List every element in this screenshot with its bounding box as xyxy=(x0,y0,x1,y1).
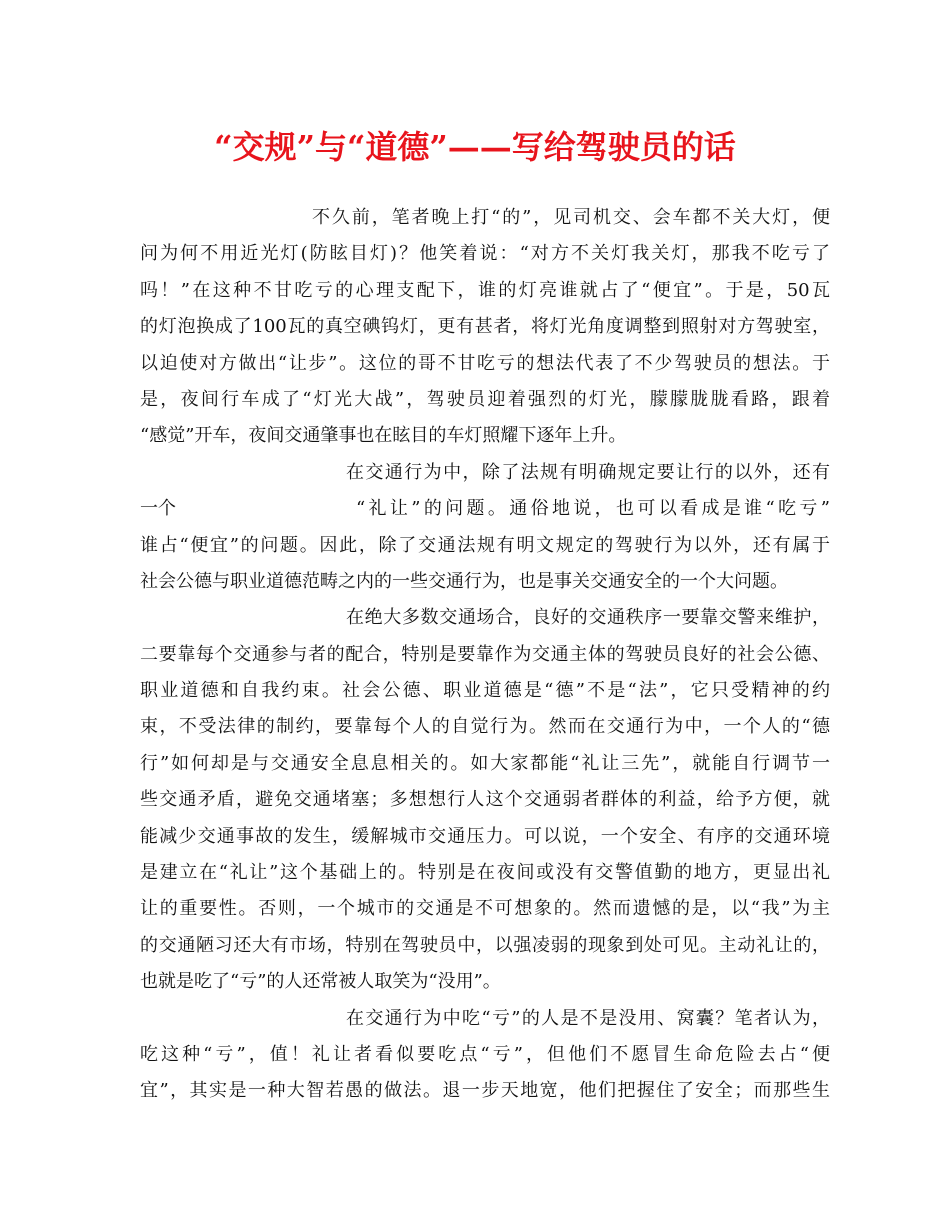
paragraph-line: 不久前，笔者晚上打“的”，见司机交、会车都不关大灯，便 xyxy=(312,207,830,228)
paragraph-line: 问为何不用近光灯(防眩目灯)？他笑着说：“对方不关灯我关灯，那我不吃亏了 xyxy=(140,243,830,265)
paragraph-line: 是，夜间行车成了“灯光大战”，驾驶员迎着强烈的灯光，朦朦胧胧看路，跟着 xyxy=(140,388,830,410)
paragraph-line: 吗！”在这种不甘吃亏的心理支配下，谁的灯亮谁就占了“便宜”。于是，50瓦 xyxy=(140,279,830,301)
paragraph-line: 吃这种“亏”，值！礼让者看似要吃点“亏”，但他们不愿冒生命危险去占“便 xyxy=(140,1043,830,1065)
paragraph-line: “感觉”开车，夜间交通肇事也在眩目的车灯照耀下逐年上升。 xyxy=(140,425,627,447)
paragraph-line: 社会公德与职业道德范畴之内的一些交通行为，也是事关交通安全的一个大问题。 xyxy=(140,570,788,592)
paragraph-line: 是建立在“礼让”这个基础上的。特别是在夜间或没有交警值勤的地方，更显出礼 xyxy=(140,862,830,884)
paragraph-line: 宜”，其实是一种大智若愚的做法。退一步天地宽，他们把握住了安全；而那些生 xyxy=(140,1080,830,1102)
paragraph-line: 在绝大多数交通场合，良好的交通秩序一要靠交警来维护， xyxy=(346,607,830,629)
paragraph-line: 的交通陋习还大有市场，特别在驾驶员中，以强凌弱的现象到处可见。主动礼让的， xyxy=(140,934,830,956)
paragraph-line: 以迫使对方做出“让步”。这位的哥不甘吃亏的想法代表了不少驾驶员的想法。于 xyxy=(140,352,830,374)
article-body xyxy=(140,200,830,1110)
paragraph-line: 的灯泡换成了100瓦的真空碘钨灯，更有甚者，将灯光角度调整到照射对方驾驶室， xyxy=(140,316,830,338)
paragraph-line: 能减少交通事故的发生，缓解城市交通压力。可以说，一个安全、有序的交通环境 xyxy=(140,825,830,847)
paragraph-line-split xyxy=(140,491,830,527)
paragraph-fragment: 一个 xyxy=(140,498,176,520)
paragraph-line: 职业道德和自我约束。社会公德、职业道德是“德”不是“法”，它只受精神的约 xyxy=(140,680,830,702)
paragraph-line: 在交通行为中，除了法规有明确规定要让行的以外，还有 xyxy=(346,461,830,483)
paragraph-line: 让的重要性。否则，一个城市的交通是不可想象的。然而遗憾的是，以“我”为主 xyxy=(140,898,830,920)
paragraph-fragment: “礼让”的问题。通俗地说，也可以看成是谁“吃亏” xyxy=(356,498,830,520)
paragraph-line: 些交通矛盾，避免交通堵塞；多想想行人这个交通弱者群体的利益，给予方便，就 xyxy=(140,789,830,811)
paragraph-line: 也就是吃了“亏”的人还常被人取笑为“没用”。 xyxy=(140,971,501,993)
paragraph-line: 谁占“便宜”的问题。因此，除了交通法规有明文规定的驾驶行为以外，还有属于 xyxy=(140,534,830,556)
paragraph-line: 二要靠每个交通参与者的配合，特别是要靠作为交通主体的驾驶员良好的社会公德、 xyxy=(140,643,830,665)
paragraph-line: 行”如何却是与交通安全息息相关的。如大家都能“礼让三先”，就能自行调节一 xyxy=(140,752,830,774)
paragraph-line: 束，不受法律的制约，要靠每个人的自觉行为。然而在交通行为中，一个人的“德 xyxy=(140,716,830,738)
document-title: “交规”与“道德”——写给驾驶员的话 xyxy=(214,128,736,166)
paragraph-line: 在交通行为中吃“亏”的人是不是没用、窝囊？笔者认为， xyxy=(346,1007,830,1029)
